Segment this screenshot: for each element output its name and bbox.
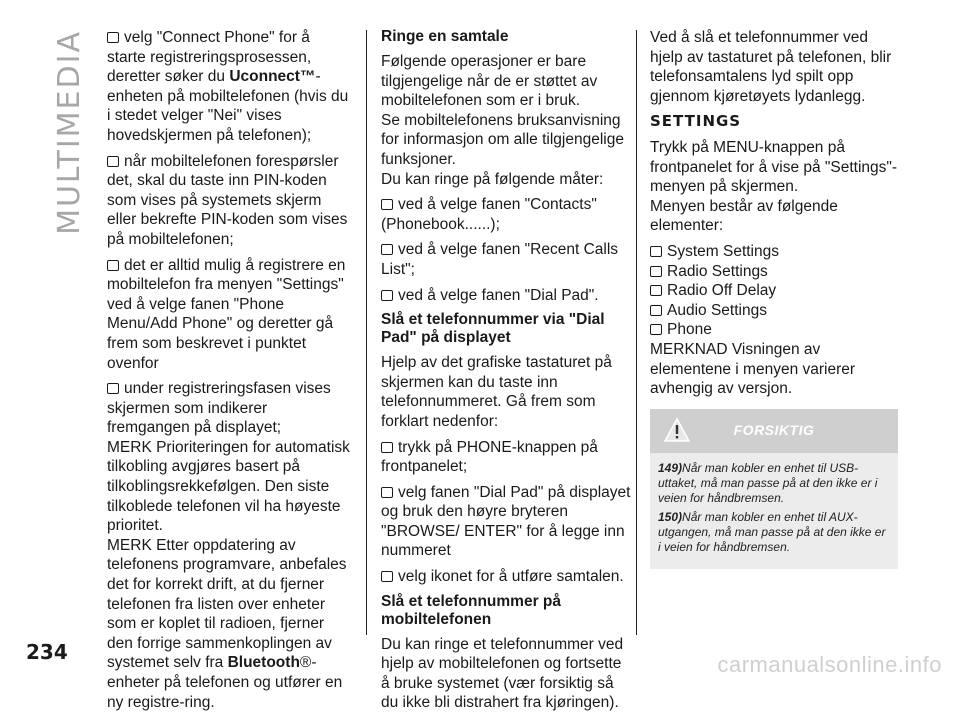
checkbox-bullet-icon: [107, 260, 119, 271]
column-2: [381, 28, 631, 719]
paragraph: Du kan ringe på følgende måter:: [381, 170, 604, 188]
note-text: MERK Prioriteringen for automatisk tilkobling avgjøres basert på tilkoblingsrekkefølgen. Den siste tilkoblede telefonen vil ha høyeste prioritet.: [107, 438, 350, 535]
section-title: [52, 30, 92, 235]
checkbox-bullet-icon: [381, 442, 393, 453]
list-item: Radio Settings: [650, 262, 900, 282]
list-item: Phone: [650, 320, 900, 340]
checkbox-bullet-icon: [381, 290, 393, 301]
warning-title: FORSIKTIG: [733, 421, 815, 438]
checkbox-bullet-icon: [650, 324, 662, 335]
warning-triangle-icon: [664, 418, 690, 442]
list-item: Audio Settings: [650, 301, 900, 321]
checkbox-bullet-icon: [650, 246, 662, 257]
column-divider: [366, 30, 367, 635]
column-divider: [636, 30, 637, 635]
paragraph: Følgende operasjoner er bare tilgjengelige når de er støttet av mobiltelefonen som er i bruk.: [381, 53, 598, 110]
warning-note: 150)Når man kobler en enhet til AUX-utgangen, må man passe på at den ikke er i veien for håndbremsen.: [658, 509, 886, 554]
paragraph: Du kan ringe et telefonnummer ved hjelp av mobiltelefonen og fortsette å bruke systemet (vær forsiktig så du ikke bli distrahert fra kjøringen).: [381, 635, 624, 712]
section-heading: Slå et telefonnummer via "Dial Pad" på displayet: [381, 311, 605, 347]
list-item: trykk på PHONE-knappen på frontpanelet;: [381, 438, 598, 476]
page-number: 234: [26, 640, 68, 664]
checkbox-bullet-icon: [107, 383, 119, 394]
checkbox-bullet-icon: [381, 487, 393, 498]
watermark: carmanualsonline.info: [717, 652, 942, 677]
list-item: velg "Connect Phone" for å starte registreringsprosessen, deretter søker du Uconnect™-enheten på mobiltelefonen (hvis du i stedet velger "Nei" vises hovedskjermen på telefonen);: [107, 29, 349, 144]
checkbox-bullet-icon: [381, 244, 393, 255]
paragraph: Hjelp av det grafiske tastaturet på skjermen kan du taste inn telefonnummeret. Gå frem som forklart nedenfor:: [381, 354, 612, 430]
paragraph: Trykk på MENU-knappen på frontpanelet for å vise på "Settings"-menyen på skjermen.: [650, 138, 898, 196]
list-item: ved å velge fanen "Contacts" (Phonebook......);: [381, 196, 597, 233]
note-text: MERKNAD Visningen av elementene i menyen varierer avhengig av versjon.: [650, 340, 856, 398]
section-title-text: MULTIMEDIA: [52, 30, 87, 235]
checkbox-bullet-icon: [650, 266, 662, 277]
section-heading: Slå et telefonnummer på mobiltelefonen: [381, 592, 562, 628]
column-3: [650, 28, 900, 569]
list-item: velg fanen "Dial Pad" på displayet og bruk den høyre bryteren "BROWSE/ ENTER" for å legge inn nummeret: [381, 483, 631, 560]
list-item: Radio Off Delay: [650, 281, 900, 301]
paragraph: Se mobiltelefonens bruksanvisning for informasjon om alle tilgjengelige funksjoner.: [381, 111, 624, 168]
list-item: velg ikonet for å utføre samtalen.: [381, 567, 631, 587]
checkbox-bullet-icon: [107, 32, 119, 43]
paragraph: Menyen består av følgende elementer:: [650, 197, 838, 235]
checkbox-bullet-icon: [107, 156, 119, 167]
warning-body: [650, 453, 898, 569]
list-item: det er alltid mulig å registrere en mobiltelefon fra menyen "Settings" ved å velge fanen "Phone Menu/Add Phone" og deretter gå frem som beskrevet i punktet ovenfor: [107, 256, 346, 372]
list-item: når mobiltelefonen forespørsler det, skal du taste inn PIN-koden som vises på systemets skjerm eller bekrefte PIN-koden som vises på mobiltelefonen;: [107, 152, 348, 248]
checkbox-bullet-icon: [381, 571, 393, 582]
list-item: System Settings: [650, 242, 900, 262]
note-text: MERK Etter oppdatering av telefonens programvare, anbefales det for korrekt drift, at du fjerner telefonen fra listen over enheter som er koplet til radioen, fjerner den forrige sammenkoplingen av systemet selv fra Bluetooth®-enheter på telefonen og utfører en ny registre-ring.: [107, 536, 347, 711]
section-heading: Ringe en samtale: [381, 28, 509, 45]
section-heading: SETTINGS: [650, 112, 742, 131]
list-item: ved å velge fanen "Dial Pad".: [381, 286, 631, 306]
paragraph: Ved å slå et telefonnummer ved hjelp av tastaturet på telefonen, blir telefonsamtalens lyd spilt opp gjennom kjøretøyets lydanlegg.: [650, 29, 892, 105]
warning-note: 149)Når man kobler en enhet til USB-uttaket, må man passe på at den ikke er i veien for håndbremsen.: [658, 460, 878, 505]
list-item: ved å velge fanen "Recent Calls List";: [381, 241, 619, 278]
checkbox-bullet-icon: [650, 305, 662, 316]
warning-box: [650, 409, 898, 569]
warning-header: [650, 409, 898, 453]
list-item: under registreringsfasen vises skjermen som indikerer fremgangen på displayet;: [107, 380, 331, 437]
column-1: [107, 28, 352, 712]
checkbox-bullet-icon: [381, 199, 393, 210]
checkbox-bullet-icon: [650, 285, 662, 296]
